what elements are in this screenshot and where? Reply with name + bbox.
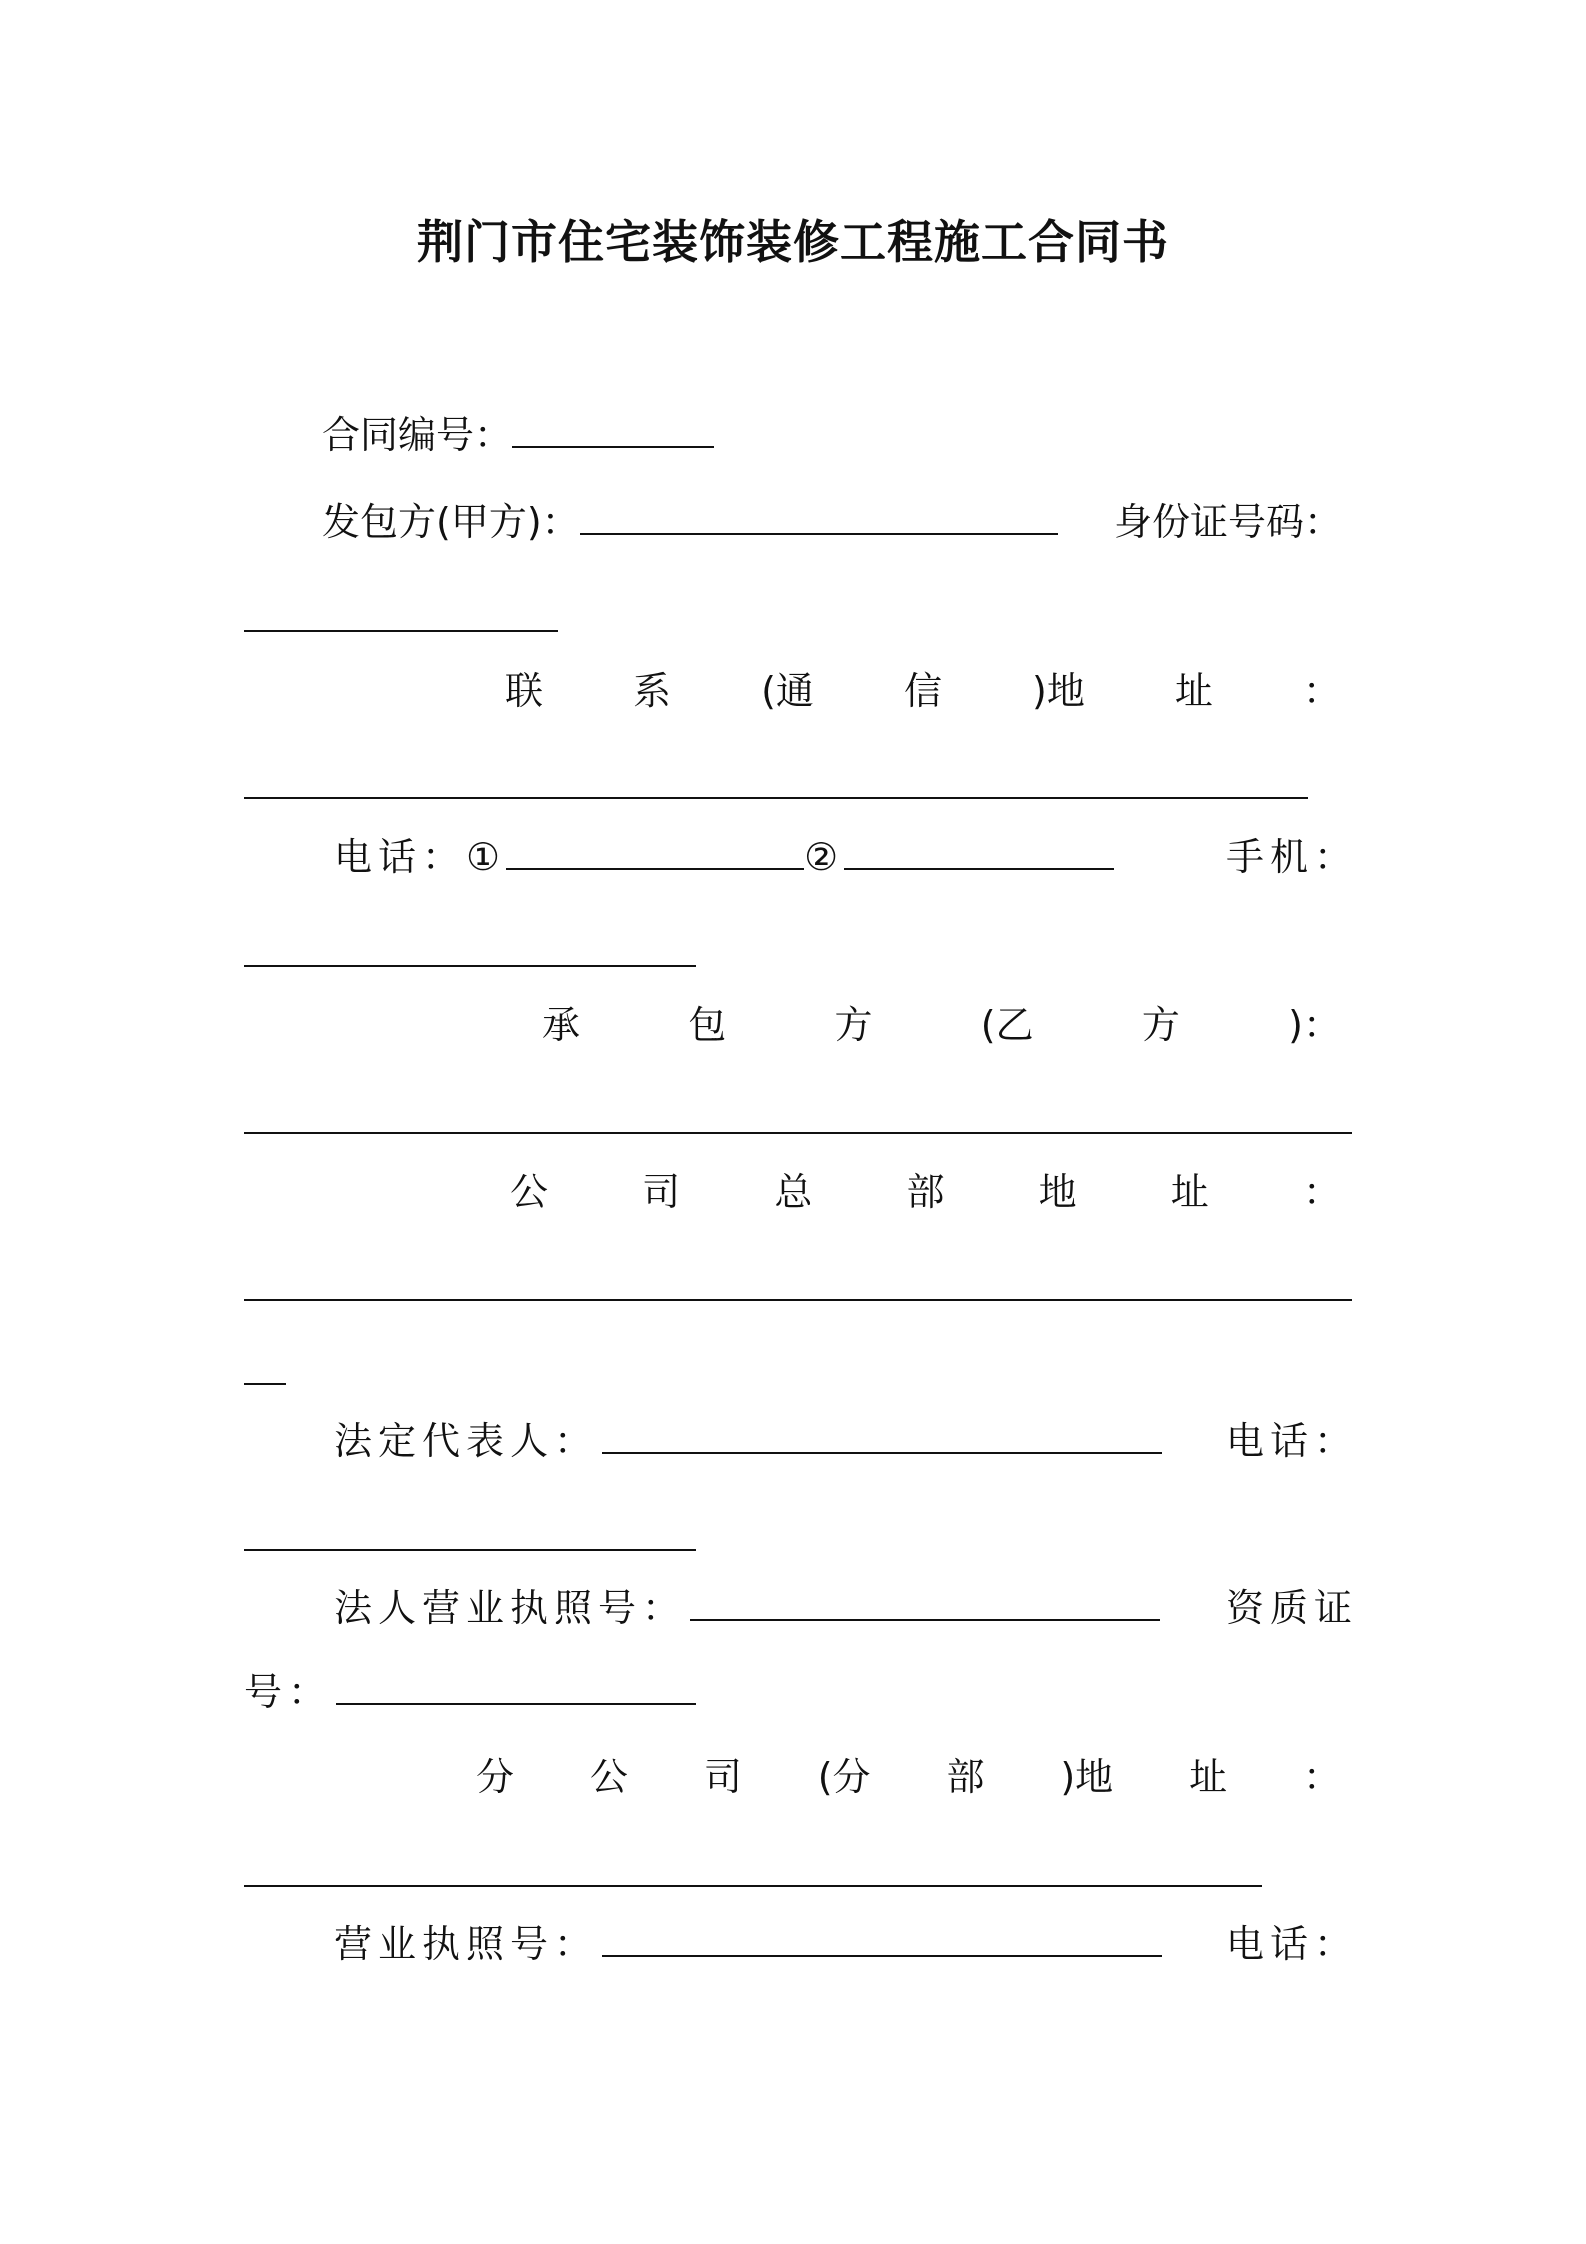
legal-rep-phone-field[interactable] bbox=[244, 1549, 696, 1551]
contact-address-field[interactable] bbox=[244, 797, 1308, 799]
contact-address-label: 联 系 (通 信 )地 址 ： bbox=[505, 669, 1341, 713]
mobile-field[interactable] bbox=[244, 965, 696, 967]
contract-no-row bbox=[322, 410, 714, 460]
qualification-label-cont: 号： bbox=[244, 1670, 333, 1714]
branch-phone-label: 电话： bbox=[1226, 1922, 1359, 1966]
phone-field-1[interactable] bbox=[506, 832, 804, 870]
branch-license-field[interactable] bbox=[602, 1919, 1162, 1957]
id-card-field[interactable] bbox=[244, 630, 558, 632]
mobile-label: 手机： bbox=[1226, 835, 1359, 879]
contractor-field[interactable] bbox=[244, 1132, 1352, 1134]
hq-address-field-continued[interactable] bbox=[244, 1383, 286, 1385]
legal-rep-row bbox=[334, 1416, 1162, 1466]
client-field[interactable] bbox=[580, 497, 1058, 535]
id-card-label: 身份证号码： bbox=[1114, 500, 1343, 544]
phone-mark-1: ① bbox=[466, 835, 507, 879]
branch-license-label: 营业执照号： bbox=[334, 1922, 599, 1966]
client-label: 发包方(甲方)： bbox=[322, 500, 580, 544]
qualification-field[interactable] bbox=[336, 1667, 696, 1705]
contract-no-label: 合同编号： bbox=[322, 413, 513, 457]
document-title: 荆门市住宅装饰装修工程施工合同书 bbox=[417, 215, 1169, 269]
legal-rep-phone-label: 电话： bbox=[1226, 1419, 1359, 1463]
contractor-label: 承 包 方 (乙 方 )： bbox=[542, 1003, 1341, 1047]
license-field[interactable] bbox=[690, 1583, 1160, 1621]
phone-field-2[interactable] bbox=[844, 832, 1114, 870]
branch-address-field[interactable] bbox=[244, 1885, 1262, 1887]
branch-license-row bbox=[334, 1919, 1162, 1969]
legal-rep-field[interactable] bbox=[602, 1416, 1162, 1454]
legal-rep-label: 法定代表人： bbox=[334, 1419, 599, 1463]
client-row bbox=[322, 497, 1058, 547]
license-row bbox=[334, 1583, 1160, 1633]
phone-label: 电话： bbox=[334, 835, 467, 879]
contract-no-field[interactable] bbox=[512, 410, 714, 448]
license-label: 法人营业执照号： bbox=[334, 1586, 687, 1630]
hq-address-label: 公 司 总 部 地 址 ： bbox=[510, 1170, 1341, 1214]
qualification-row bbox=[244, 1667, 696, 1717]
qualification-label: 资质证 bbox=[1226, 1586, 1359, 1630]
phone-row bbox=[334, 832, 1114, 882]
phone-mark-2: ② bbox=[804, 835, 845, 879]
hq-address-field[interactable] bbox=[244, 1299, 1352, 1301]
branch-address-label: 分 公 司 (分 部 )地 址 ： bbox=[476, 1755, 1341, 1799]
